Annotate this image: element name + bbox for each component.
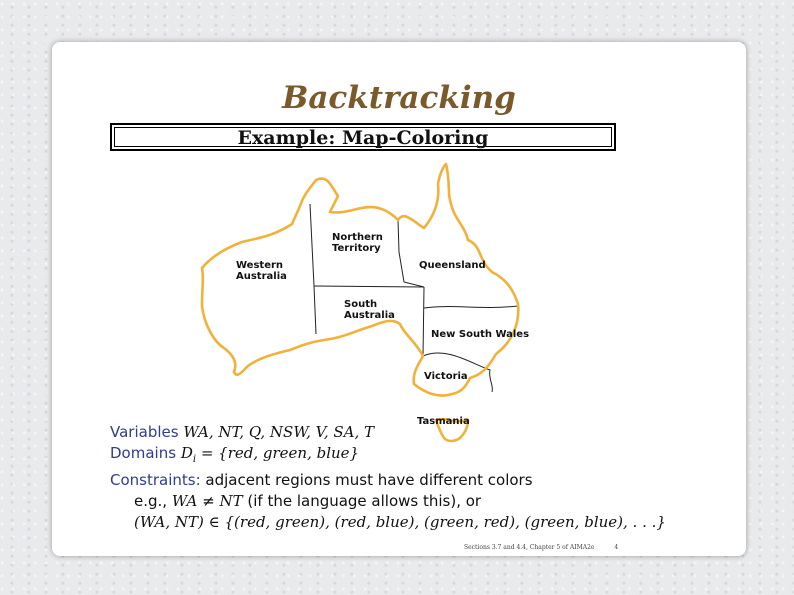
constraints-label: Constraints: — [110, 471, 201, 489]
slide — [52, 42, 746, 556]
variables-value: WA, NT, Q, NSW, V, SA, T — [183, 423, 375, 441]
domains-sub: i — [192, 454, 197, 465]
slide-footer — [464, 544, 618, 551]
wa-line1: Western — [236, 260, 284, 271]
wa-line2: Australia — [236, 271, 287, 282]
constraints-eg-prefix: e.g., — [134, 492, 168, 510]
sa-line1: South — [344, 299, 378, 310]
label-tasmania: Tasmania — [417, 416, 470, 427]
domains-row — [110, 443, 666, 470]
label-western-australia — [236, 260, 287, 282]
csp-definition — [110, 422, 666, 533]
label-new-south-wales: New South Wales — [431, 329, 530, 340]
constraints-eg-math: WA ≠ NT — [171, 492, 243, 510]
constraints-text: adjacent regions must have different colors — [205, 471, 533, 489]
nt-line2: Territory — [332, 243, 381, 254]
label-northern-territory — [332, 232, 386, 254]
variables-row — [110, 422, 666, 443]
constraints-eg-note: (if the language allows this), or — [247, 492, 482, 510]
nt-line1: Northern — [332, 232, 383, 243]
footer-text: Sections 3.7 and 4.4, Chapter 5 of AIMA2e — [464, 544, 595, 551]
constraints-pairs-row — [110, 512, 666, 533]
page-number: 4 — [614, 544, 619, 551]
variables-label: Variables — [110, 423, 179, 441]
sa-line2: Australia — [344, 310, 395, 321]
slide-title: Backtracking — [282, 80, 516, 116]
constraints-pairs-math: (WA, NT) ∈ {(red, green), (red, blue), (green, red), (green, blue), . . .} — [134, 513, 666, 531]
constraints-row — [110, 470, 666, 491]
domains-value: = {red, green, blue} — [196, 444, 360, 462]
domains-var: D — [180, 444, 193, 462]
example-header: Example: Map-Coloring — [114, 127, 612, 147]
label-queensland: Queensland — [419, 260, 486, 271]
domains-label: Domains — [110, 444, 177, 462]
constraints-example-row — [110, 491, 666, 512]
label-victoria: Victoria — [424, 371, 468, 382]
label-south-australia — [344, 299, 395, 321]
